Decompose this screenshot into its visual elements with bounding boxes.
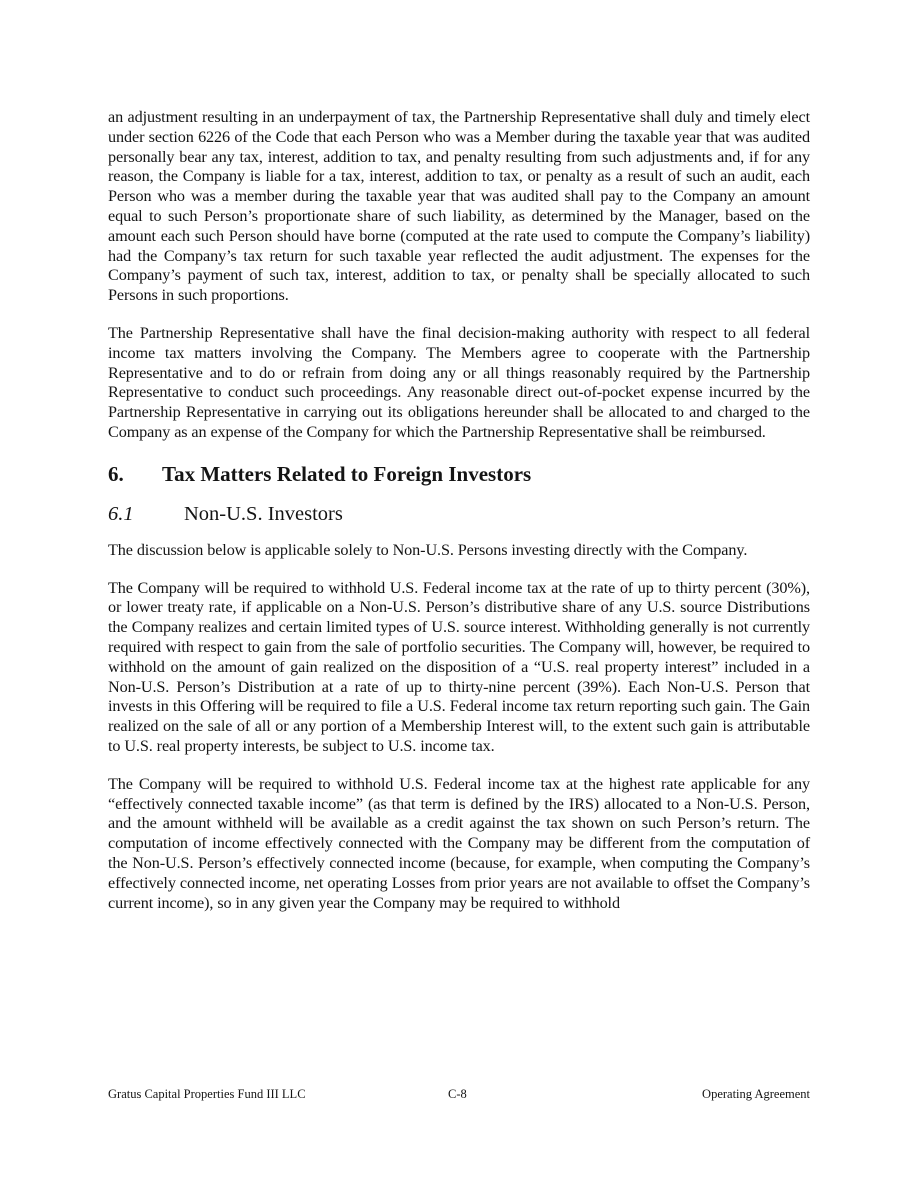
section-heading bbox=[108, 461, 810, 487]
subsection-title: Non-U.S. Investors bbox=[184, 502, 343, 525]
footer-page-number: C-8 bbox=[448, 1087, 467, 1101]
footer-company-name: Gratus Capital Properties Fund III LLC bbox=[108, 1087, 306, 1101]
subsection-heading bbox=[108, 501, 810, 527]
paragraph-withholding-thirty-percent: The Company will be required to withhold U.S. Federal income tax at the rate of up to thirty percent (30%), or lower treaty rate, if applicable on a Non-U.S. Person’s distributive share of any U.S. source Distributions the Company realizes and certain limited types of U.S. source interest. Withholding generally is not currently required with respect to gain from the sale of portfolio securities. The Company will, however, be required to withhold on the amount of gain realized on the disposition of a “U.S. real property interest” included in a Non-U.S. Person’s Distribution at a rate of up to thirty-nine percent (39%). Each Non-U.S. Person that invests in this Offering will be required to file a U.S. Federal income tax return reporting such gain. The Gain realized on the sale of all or any portion of a Membership Interest will, to the extent such gain is attributable to U.S. real property interests, be subject to U.S. income tax. bbox=[108, 578, 810, 755]
footer-document-title: Operating Agreement bbox=[702, 1087, 810, 1101]
subsection-number: 6.1 bbox=[108, 502, 134, 525]
page-footer bbox=[108, 1086, 810, 1102]
paragraph-partnership-representative-authority: The Partnership Representative shall have the final decision-making authority with respect to all federal income tax matters involving the Company. The Members agree to cooperate with the Partnership Representative and to do or refrain from doing any or all things reasonably required by the Partnership Representative to conduct such proceedings. Any reasonable direct out-of-pocket expense incurred by the Partnership Representative in carrying out its obligations hereunder shall be allocated to and charged to the Company as an expense of the Company for which the Partnership Representative shall be reimbursed. bbox=[108, 323, 810, 441]
section-number: 6. bbox=[108, 461, 124, 486]
paragraph-applicability: The discussion below is applicable solely to Non-U.S. Persons investing directly with the Company. bbox=[108, 540, 748, 559]
paragraph-audit-adjustment: an adjustment resulting in an underpayment of tax, the Partnership Representative shall duly and timely elect under section 6226 of the Code that each Person who was a Member during the taxable year that was audited personally bear any tax, interest, addition to tax, and penalty resulting from such adjustments and, if for any reason, the Company is liable for a tax, interest, addition to tax, or penalty as a result of such an audit, each Person who was a member during the taxable year that was audited shall pay to the Company an amount equal to such Person’s proportionate share of such liability, as determined by the Manager, based on the amount each such Person should have borne (computed at the rate used to compute the Company’s liability) had the Company’s tax return for such taxable year reflected the audit adjustment. The expenses for the Company’s payment of such tax, interest, addition to tax, or penalty shall be specially allocated to such Persons in such proportions. bbox=[108, 108, 810, 305]
section-title: Tax Matters Related to Foreign Investors bbox=[162, 461, 532, 486]
paragraph-effectively-connected-income: The Company will be required to withhold U.S. Federal income tax at the highest rate applicable for any “effectively connected taxable income” (as that term is defined by the IRS) allocated to a Non-U.S. Person, and the amount withheld will be available as a credit against the tax shown on such Person’s return. The computation of income effectively connected with the Company may be different from the computation of the Non-U.S. Person’s effectively connected income (because, for example, when computing the Company’s effectively connected income, net operating Losses from prior years are not available to offset the Company’s current income), so in any given year the Company may be required to withhold bbox=[108, 774, 810, 912]
document-page bbox=[108, 108, 810, 931]
